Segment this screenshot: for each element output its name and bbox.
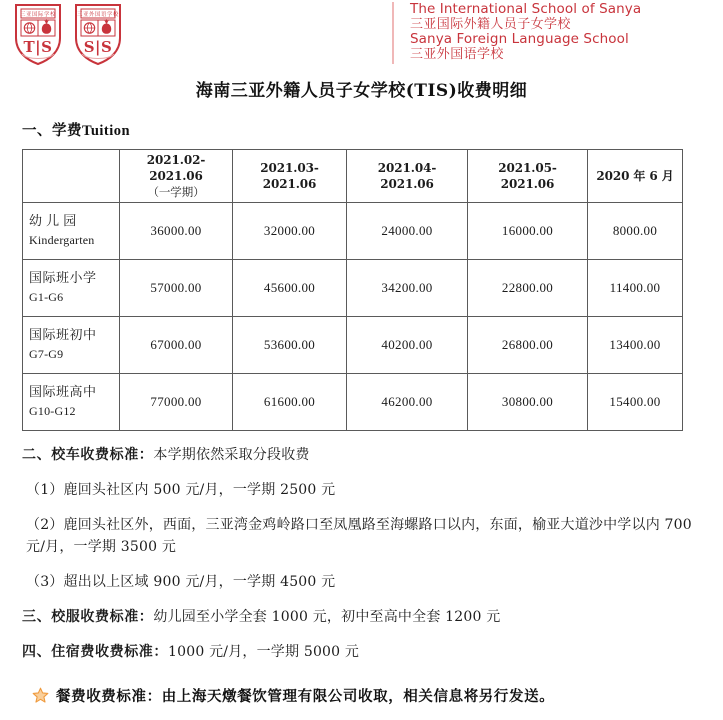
row-label-cn: 幼 儿 园	[29, 214, 77, 229]
cell-value: 77000.00	[120, 374, 233, 431]
cell-value: 26800.00	[468, 317, 588, 374]
section-boarding-line	[22, 641, 690, 663]
cell-value: 16000.00	[468, 203, 588, 260]
table-header-main-1: 2021.02-2021.06	[146, 153, 206, 183]
cell-value: 11400.00	[588, 260, 683, 317]
cell-value: 45600.00	[233, 260, 347, 317]
section-uniform-line	[22, 606, 690, 628]
section-bus-note: 本学期依然采取分段收费	[153, 447, 310, 463]
svg-text:S|S: S|S	[83, 38, 113, 56]
cell-value: 30800.00	[468, 374, 588, 431]
cell-value: 46200.00	[347, 374, 468, 431]
section-heading-tuition	[22, 119, 723, 140]
page-title: 海南三亚外籍人员子女学校(TIS)收费明细	[195, 81, 528, 101]
cell-value: 40200.00	[347, 317, 468, 374]
table-row	[23, 374, 683, 431]
letterhead	[0, 0, 723, 70]
row-label-en: G7-G9	[29, 347, 64, 361]
table-header-main-2: 2021.03-2021.06	[260, 161, 319, 191]
bus-fee-item-3: （3）超出以上区域 900 元/月，一学期 4500 元	[26, 574, 336, 590]
sls-crest-logo	[72, 2, 124, 66]
logo-group	[12, 2, 124, 66]
cell-value: 57000.00	[120, 260, 233, 317]
tuition-fee-table	[22, 149, 683, 431]
svg-text:T|S: T|S	[23, 38, 53, 56]
table-header-row	[23, 150, 683, 203]
section-heading-bus: 二、校车收费标准：	[22, 447, 154, 463]
section-bus-heading-line	[22, 444, 690, 466]
school-name-block	[392, 2, 641, 64]
row-label-middle	[23, 317, 120, 374]
table-row	[23, 203, 683, 260]
table-header-main-3: 2021.04-2021.06	[377, 161, 437, 191]
cell-value: 22800.00	[468, 260, 588, 317]
cell-value: 8000.00	[588, 203, 683, 260]
cell-value: 13400.00	[588, 317, 683, 374]
row-label-en: Kindergarten	[29, 233, 95, 247]
table-row	[23, 317, 683, 374]
row-label-cn: 国际班高中	[29, 385, 97, 400]
row-label-kindergarten	[23, 203, 120, 260]
table-header-main-5: 2020 年 6 月	[596, 169, 674, 183]
section-heading-tuition-en: Tuition	[82, 123, 131, 139]
row-label-primary	[23, 260, 120, 317]
table-header-cell-period-3	[347, 150, 468, 203]
table-header-main-4: 2021.05-2021.06	[498, 161, 557, 191]
star-icon	[32, 687, 49, 704]
tis-crest-logo	[12, 2, 64, 66]
cell-value: 61600.00	[233, 374, 347, 431]
table-header-sub-1: （一学期）	[147, 185, 205, 199]
section-heading-uniform: 三、校服收费标准：	[22, 609, 154, 625]
table-row	[23, 260, 683, 317]
cell-value: 32000.00	[233, 203, 347, 260]
cell-value: 34200.00	[347, 260, 468, 317]
bus-fee-item-1: （1）鹿回头社区内 500 元/月，一学期 2500 元	[26, 482, 336, 498]
section-meals-text: 由上海天燉餐饮管理有限公司收取，相关信息将另行发送。	[161, 688, 555, 705]
row-label-cn: 国际班初中	[29, 328, 97, 343]
svg-text:三亚外国语学校: 三亚外国语学校	[77, 12, 119, 18]
cell-value: 15400.00	[588, 374, 683, 431]
cell-value: 53600.00	[233, 317, 347, 374]
section-heading-boarding: 四、住宿费收费标准：	[22, 644, 168, 660]
svg-text:三亚国际学校: 三亚国际学校	[20, 12, 56, 18]
section-heading-tuition-cn: 一、学费	[22, 122, 82, 139]
section-heading-meals: 餐费收费标准：	[56, 688, 162, 705]
row-label-en: G1-G6	[29, 290, 64, 304]
section-meals-line	[32, 685, 723, 706]
table-header-cell-period-2	[233, 150, 347, 203]
table-header-cell-period-5	[588, 150, 683, 203]
row-label-cn: 国际班小学	[29, 271, 97, 286]
school-name-en-secondary: Sanya Foreign Language School	[410, 31, 629, 47]
table-header-cell-blank	[23, 150, 120, 203]
section-boarding-text: 1000 元/月，一学期 5000 元	[168, 644, 360, 660]
cell-value: 67000.00	[120, 317, 233, 374]
row-label-en: G10-G12	[29, 404, 76, 418]
school-name-en-primary: The International School of Sanya	[410, 1, 642, 17]
cell-value: 36000.00	[120, 203, 233, 260]
row-label-high	[23, 374, 120, 431]
school-name-cn-secondary: 三亚外国语学校	[410, 47, 504, 62]
school-name-cn-primary: 三亚国际外籍人员子女学校	[410, 17, 571, 32]
bus-fee-item-2: （2）鹿回头社区外，西面，三亚湾金鸡岭路口至凤凰路至海螺路口以内，东面，榆亚大道沙中学以内 700 元/月，一学期 3500 元	[26, 517, 692, 555]
table-header-cell-period-1	[120, 150, 233, 203]
table-header-cell-period-4	[468, 150, 588, 203]
section-uniform-text: 幼儿园至小学全套 1000 元，初中至高中全套 1200 元	[153, 609, 501, 625]
cell-value: 24000.00	[347, 203, 468, 260]
